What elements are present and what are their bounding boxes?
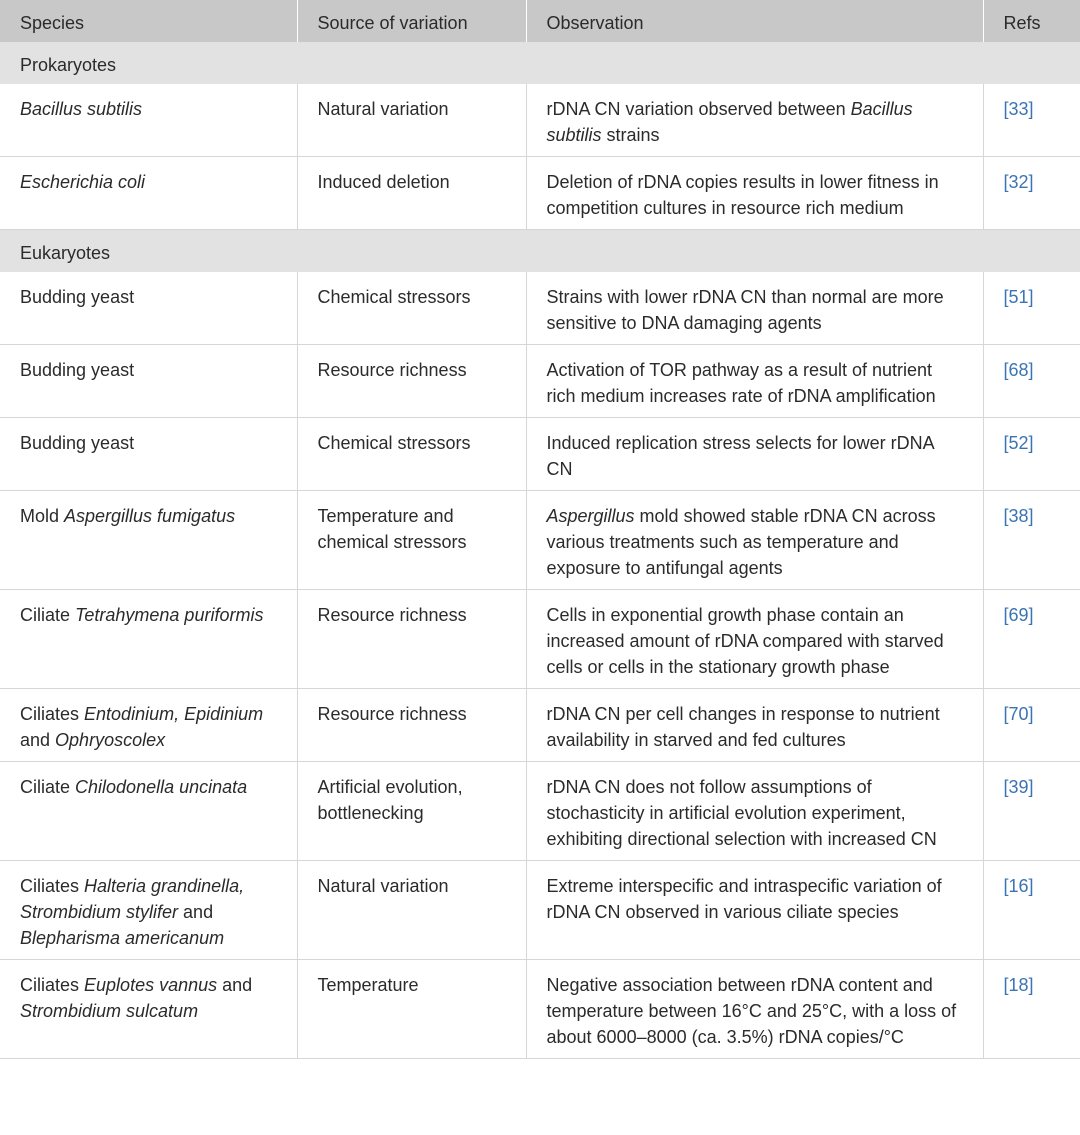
observation-cell: Extreme interspecific and intraspecific variation of rDNA CN observed in various ciliate species <box>526 861 983 960</box>
species-cell: Budding yeast <box>0 272 297 345</box>
source-cell: Resource richness <box>297 689 526 762</box>
observation-cell: Deletion of rDNA copies results in lower fitness in competition cultures in resource rich medium <box>526 157 983 230</box>
observation-cell: rDNA CN per cell changes in response to nutrient availability in starved and fed cultures <box>526 689 983 762</box>
table-row <box>0 762 1080 861</box>
ref-cell <box>983 491 1080 590</box>
species-cell: Ciliates Entodinium, Epidinium and Ophryoscolex <box>0 689 297 762</box>
observation-cell: Aspergillus mold showed stable rDNA CN across various treatments such as temperature and exposure to antifungal agents <box>526 491 983 590</box>
observation-cell: Strains with lower rDNA CN than normal are more sensitive to DNA damaging agents <box>526 272 983 345</box>
species-cell: Budding yeast <box>0 418 297 491</box>
source-cell: Natural variation <box>297 861 526 960</box>
source-cell: Artificial evolution, bottlenecking <box>297 762 526 861</box>
source-cell: Induced deletion <box>297 157 526 230</box>
table-row <box>0 84 1080 157</box>
header-row <box>0 0 1080 42</box>
species-cell: Escherichia coli <box>0 157 297 230</box>
species-cell: Budding yeast <box>0 345 297 418</box>
header-observation: Observation <box>526 0 983 42</box>
ref-link[interactable]: [ 16 ] <box>1004 876 1034 896</box>
source-cell: Resource richness <box>297 345 526 418</box>
ref-cell <box>983 861 1080 960</box>
observation-cell: Cells in exponential growth phase contain an increased amount of rDNA compared with starved cells or cells in the stationary growth phase <box>526 590 983 689</box>
group-label: Prokaryotes <box>0 42 1080 84</box>
ref-cell <box>983 590 1080 689</box>
ref-cell <box>983 272 1080 345</box>
source-cell: Temperature and chemical stressors <box>297 491 526 590</box>
table-row <box>0 491 1080 590</box>
source-cell: Temperature <box>297 960 526 1059</box>
species-cell: Bacillus subtilis <box>0 84 297 157</box>
ref-cell <box>983 84 1080 157</box>
table-row <box>0 861 1080 960</box>
ref-link[interactable]: [ 38 ] <box>1004 506 1034 526</box>
species-cell: Ciliate Tetrahymena puriformis <box>0 590 297 689</box>
table-row <box>0 272 1080 345</box>
observation-cell: Negative association between rDNA content and temperature between 16°C and 25°C, with a loss of about 6000–8000 (ca. 3.5%) rDNA copies/°C <box>526 960 983 1059</box>
ref-cell <box>983 762 1080 861</box>
table-row <box>0 960 1080 1059</box>
source-cell: Natural variation <box>297 84 526 157</box>
ref-link[interactable]: [ 51 ] <box>1004 287 1034 307</box>
ref-cell <box>983 345 1080 418</box>
ref-link[interactable]: [ 70 ] <box>1004 704 1034 724</box>
header-species: Species <box>0 0 297 42</box>
header-source: Source of variation <box>297 0 526 42</box>
table-row <box>0 689 1080 762</box>
ref-link[interactable]: [ 33 ] <box>1004 99 1034 119</box>
source-cell: Chemical stressors <box>297 418 526 491</box>
source-cell: Chemical stressors <box>297 272 526 345</box>
species-cell: Ciliates Halteria grandinella, Strombidium stylifer and Blepharisma americanum <box>0 861 297 960</box>
observation-cell: Induced replication stress selects for lower rDNA CN <box>526 418 983 491</box>
ref-cell <box>983 689 1080 762</box>
ref-link[interactable]: [ 68 ] <box>1004 360 1034 380</box>
header-refs: Refs <box>983 0 1080 42</box>
ref-link[interactable]: [ 52 ] <box>1004 433 1034 453</box>
ref-link[interactable]: [ 39 ] <box>1004 777 1034 797</box>
ref-cell <box>983 418 1080 491</box>
species-cell: Ciliate Chilodonella uncinata <box>0 762 297 861</box>
ref-link[interactable]: [ 18 ] <box>1004 975 1034 995</box>
group-row-eukaryotes <box>0 230 1080 273</box>
species-cell: Ciliates Euplotes vannus and Strombidium sulcatum <box>0 960 297 1059</box>
ref-link[interactable]: [ 69 ] <box>1004 605 1034 625</box>
table-row <box>0 157 1080 230</box>
ref-cell <box>983 157 1080 230</box>
table-row <box>0 418 1080 491</box>
observation-cell: rDNA CN variation observed between Bacillus subtilis strains <box>526 84 983 157</box>
observation-cell: Activation of TOR pathway as a result of nutrient rich medium increases rate of rDNA amplification <box>526 345 983 418</box>
table-row <box>0 590 1080 689</box>
table-row <box>0 345 1080 418</box>
observation-cell: rDNA CN does not follow assumptions of stochasticity in artificial evolution experiment, exhibiting directional selection with increased CN <box>526 762 983 861</box>
source-cell: Resource richness <box>297 590 526 689</box>
species-cell: Mold Aspergillus fumigatus <box>0 491 297 590</box>
ref-cell <box>983 960 1080 1059</box>
group-row-prokaryotes <box>0 42 1080 84</box>
group-label: Eukaryotes <box>0 230 1080 273</box>
ref-link[interactable]: [ 32 ] <box>1004 172 1034 192</box>
